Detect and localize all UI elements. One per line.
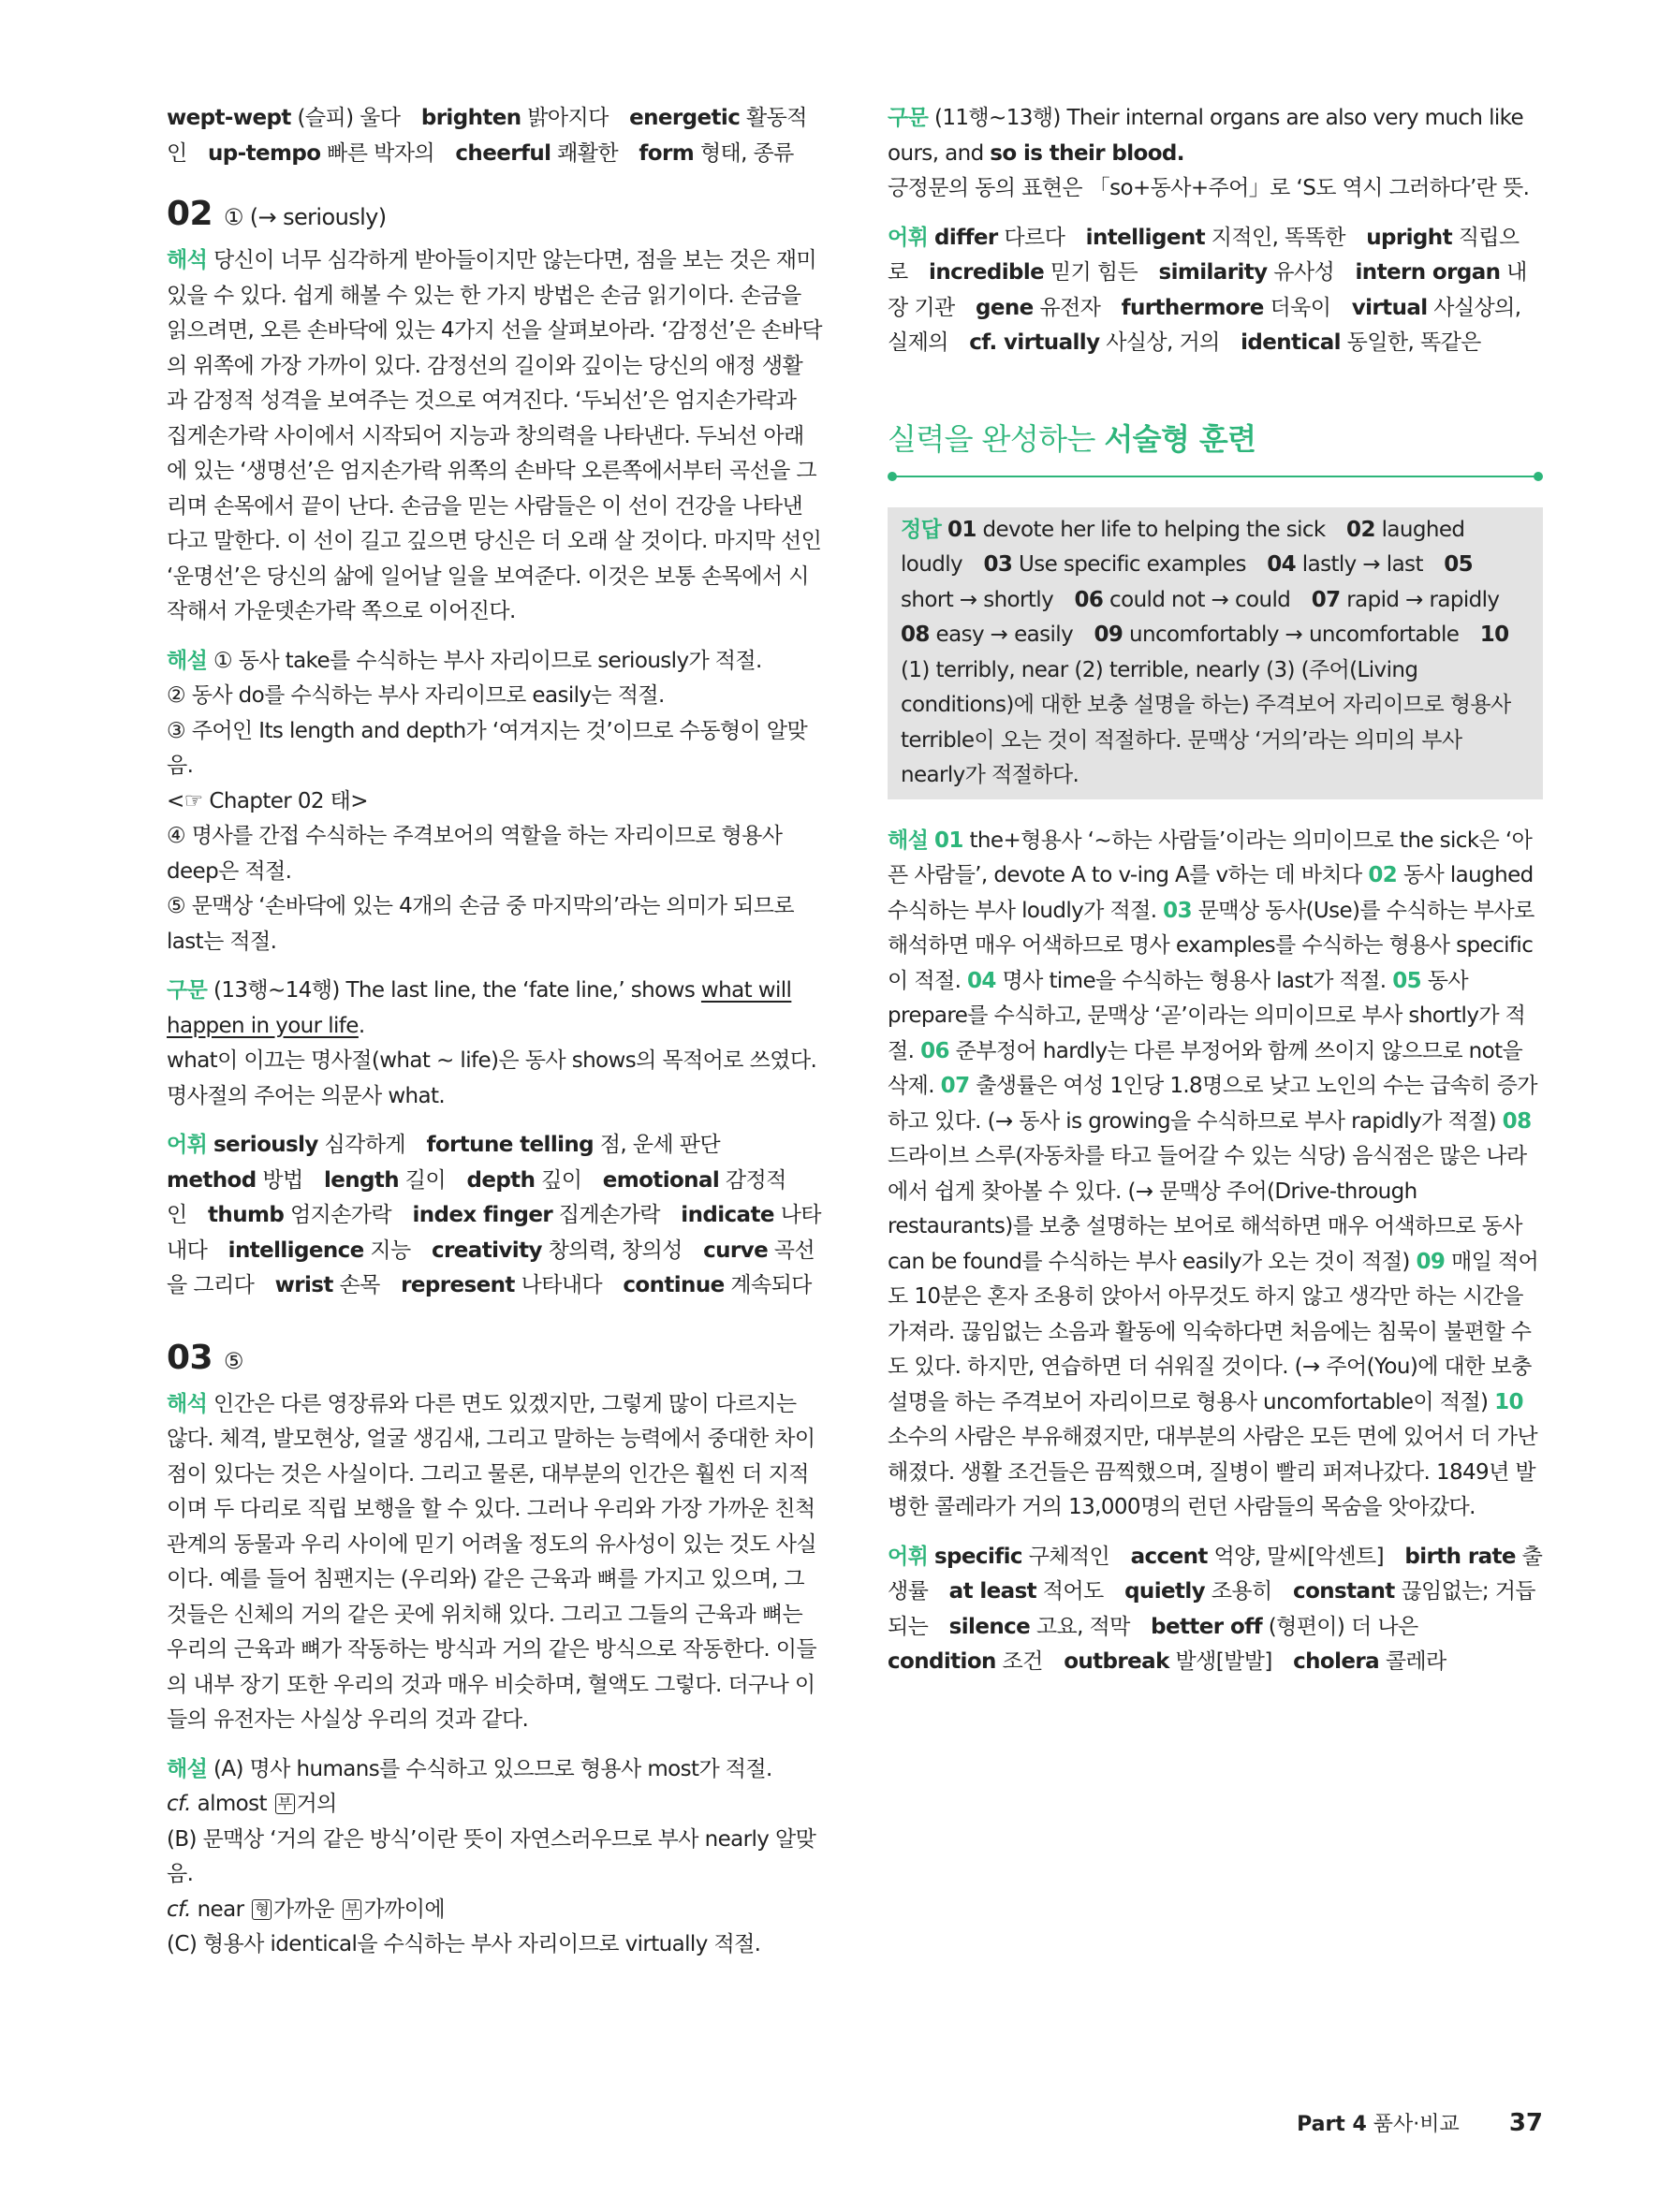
structure-line-ref: (13행~14행)	[213, 978, 340, 1003]
vocab-meaning: 유사성	[1273, 260, 1335, 285]
vocab-meaning: 방법	[262, 1167, 303, 1193]
vocab-word: fortune telling	[426, 1133, 595, 1157]
vocab-top	[167, 101, 822, 171]
explanation-line: ④ 명사를 간접 수식하는 주격보어의 역할을 하는 자리이므로 형용사 deep은 적절.	[167, 824, 783, 884]
vocab-meaning: 계속되다	[730, 1273, 812, 1297]
vocab-word: outbreak	[1064, 1649, 1169, 1674]
vocab-word: brighten	[420, 106, 521, 130]
answers-label: 정답	[901, 517, 942, 542]
answer-text: uncomfortably → uncomfortable	[1129, 623, 1460, 647]
vocab-word: seriously	[213, 1133, 318, 1157]
vocab-meaning: 지능	[370, 1238, 411, 1263]
vocab-word: birth rate	[1404, 1544, 1516, 1569]
explanation-number: 08	[1502, 1108, 1532, 1134]
explanation-line-b: (B) 문맥상 ‘거의 같은 방식’이란 뜻이 자연스러우므로 부사 nearly 알맞음.	[167, 1826, 816, 1886]
vocab-meaning: 빠른 박자의	[327, 140, 434, 166]
vocab-word: at least	[948, 1579, 1037, 1604]
explanation-label: 해설	[167, 1756, 208, 1781]
translation-text: 당신이 너무 심각하게 받아들이지만 않는다면, 점을 보는 것은 재미있을 수 있다. 쉽게 해볼 수 있는 한 가지 방법은 손금 읽기이다. 손금을 읽으려면, 오른 손바닥에 있는 4가지 선을 살펴보아라. ‘감정선’은 손바닥의 위쪽에 가장 가까이 있다. 감정선의 길이와 깊이는 당신의 애정 생활과 감정적 성격을 보여주는 것으로 여겨진다. ‘두뇌선’은 엄지손가락과 집게손가락 사이에서 시작되어 지능과 창의력을 나타낸다. 두뇌선 아래에 있는 ‘생명선’은 엄지손가락 위쪽의 손바닥 오른쪽에서부터 곡선을 그리며 손목에서 끝이 난다. 손금을 믿는 사람들은 이 선이 건강을 나타낸다고 말한다. 이 선이 길고 깊으면 당신은 더 오래 살 것이다. 마지막 선인 ‘운명선’은 당신의 삶에 일어날 일을 보여준다. 이것은 보통 손목에서 시작해서 가운뎃손가락 쪽으로 이어진다.	[167, 248, 822, 623]
rule-line	[893, 476, 1537, 477]
vocab-meaning: 내장 기관	[888, 260, 1527, 320]
explanation-number: 02	[1368, 863, 1398, 887]
explanation-text: 명사 time을 수식하는 형용사 last가 적절.	[1002, 968, 1387, 993]
vocab-word: length	[323, 1167, 400, 1193]
answers-explanation	[888, 824, 1543, 1526]
vocab-meaning: 심각하게	[324, 1133, 406, 1157]
vocab-label: 어휘	[888, 1544, 929, 1569]
cf-label: cf.	[167, 1897, 191, 1922]
question-answer: ① (→ seriously)	[223, 204, 387, 230]
right-column	[888, 101, 1543, 1680]
vocab-meaning: 밝아지다	[527, 106, 609, 130]
vocab-meaning: (슬피) 울다	[297, 106, 401, 130]
vocab-meaning: 나타내다	[521, 1273, 602, 1297]
explanation-text: 소수의 사람은 부유해졌지만, 대부분의 사람은 모든 면에 있어서 더 가난해졌다. 생활 조건들은 끔찍했으며, 질병이 빨리 퍼져나갔다. 1849년 발병한 콜레라가 거의 13,000명의 런던 사람들의 목숨을 앗아갔다.	[888, 1425, 1538, 1519]
vocab-word: form	[639, 140, 695, 166]
question-02-heading	[167, 194, 822, 238]
translation-paragraph	[167, 1387, 822, 1738]
vocab-meaning: 깊이	[541, 1167, 582, 1193]
vocab-word: wept-wept	[167, 106, 291, 130]
explanation-number: 03	[1163, 898, 1192, 923]
answer-number: 01	[947, 517, 976, 542]
explanation-text: 출생률은 여성 1인당 1.8명으로 낮고 노인의 수는 급속히 증가하고 있다. (→ 동사 is growing을 수식하므로 부사 rapidly가 적절)	[888, 1074, 1537, 1134]
left-column	[167, 101, 822, 1963]
explanation-label: 해설	[167, 648, 208, 673]
explanation-line-a	[167, 1752, 822, 1788]
question-number: 03	[167, 1338, 213, 1377]
cf-note-1	[167, 1787, 822, 1823]
answer-number: 05	[1444, 552, 1474, 577]
section-title-text: 실력을 완성하는	[888, 420, 1105, 457]
vocab-word: continue	[623, 1273, 725, 1297]
vocab-meaning: 직립으로	[888, 225, 1520, 285]
answer-number: 02	[1346, 517, 1375, 542]
vocab-word: up-tempo	[208, 140, 321, 166]
adverb-mark-icon: 부	[343, 1899, 362, 1920]
vocab-meaning: 쾌활한	[557, 140, 618, 166]
vocab-word: gene	[975, 295, 1034, 320]
explanation-block	[167, 1752, 822, 1963]
structure-label: 구문	[888, 106, 929, 130]
answer-number: 09	[1094, 623, 1123, 647]
vocab-meaning: 형태, 종류	[699, 140, 794, 166]
vocab-word: index finger	[412, 1203, 553, 1227]
vocab-meaning: (형편이) 더 나은	[1268, 1614, 1418, 1639]
adverb-mark-icon: 부	[275, 1794, 295, 1814]
vocab-meaning: 믿기 힘든	[1050, 260, 1138, 285]
vocab-meaning: 곡선을 그리다	[167, 1238, 815, 1297]
structure-underlined: what will happen in your life	[167, 978, 792, 1038]
answer-text: easy → easily	[935, 623, 1074, 647]
vocab-word: cf. virtually	[969, 330, 1100, 355]
explanation-number: 10	[1494, 1389, 1523, 1414]
vocab-meaning: 고요, 적막	[1035, 1614, 1130, 1639]
vocab-meaning: 사실상, 거의	[1106, 330, 1220, 355]
answer-text: (1) terribly, near (2) terrible, nearly (3) (주어(Living conditions)에 대한 보충 설명을 하는) 주격보어 자리이므로 형용사 terrible이 오는 것이 적절하다. 문맥상 ‘거의’라는 의미의 부사 nearly가 적절하다.	[901, 657, 1511, 787]
vocab-word: virtual	[1351, 295, 1428, 320]
vocab-02	[167, 1128, 822, 1304]
vocab-word: energetic	[629, 106, 741, 130]
explanation-line: ⑤ 문맥상 ‘손바닥에 있는 4개의 손금 중 마지막의’라는 의미가 되므로 last는 적절.	[167, 894, 794, 954]
vocab-03	[888, 221, 1543, 361]
answer-text: short → shortly	[901, 587, 1054, 612]
answer-number: 04	[1267, 552, 1297, 577]
structure-text: Their internal organs are also very much like ours, and	[888, 106, 1524, 166]
explanation-text: 동사 prepare를 수식하고, 문맥상 ‘곧’이라는 의미이므로 부사 shortly가 적절.	[888, 968, 1526, 1063]
vocab-meaning: 감정적인	[167, 1167, 786, 1227]
footer-chapter: 품사·비교	[1373, 2113, 1460, 2136]
translation-text: 인간은 다른 영장류와 다른 면도 있겠지만, 그렇게 많이 다르지는 않다. 체격, 발모현상, 얼굴 생김새, 그리고 말하는 능력에서 중대한 차이점이 있다는 것은 사실이다. 그리고 물론, 대부분의 인간은 훨씬 더 지적이며 두 다리로 직립 보행을 할 수 있다. 그러나 우리와 가장 가까운 친척 관계의 동물과 우리 사이에 믿기 어려울 정도의 유사성이 있는 것도 사실이다. 예를 들어 침팬지는 (우리와) 같은 근육과 뼈를 가지고 있으며, 그것들은 신체의 거의 같은 곳에 위치해 있다. 그리고 그들의 근육과 뼈는 우리의 근육과 뼈가 작동하는 방식과 거의 같은 방식으로 작동한다. 이들의 내부 장기 또한 우리의 것과 매우 비슷하며, 혈액도 그렇다. 더구나 이들의 유전자는 사실상 우리의 것과 같다.	[167, 1391, 817, 1732]
vocab-word: wrist	[274, 1273, 333, 1297]
question-03-heading	[167, 1338, 822, 1382]
vocab-meaning: 억양, 말씨[악센트]	[1213, 1544, 1384, 1569]
structure-line-ref: (11행~13행)	[933, 106, 1061, 130]
vocab-meaning: 더욱이	[1270, 295, 1331, 320]
vocab-word: cholera	[1293, 1649, 1380, 1674]
translation-label: 해석	[167, 1391, 208, 1416]
vocab-word: specific	[933, 1544, 1022, 1569]
explanation-text: 준부정어 hardly는 다른 부정어와 함께 쓰이지 않으므로 not을 삭제.	[888, 1038, 1523, 1098]
explanation-text: ① 동사 take를 수식하는 부사 자리이므로 seriously가 적절.	[213, 648, 762, 673]
vocab-word: method	[167, 1167, 257, 1193]
answer-number: 03	[983, 552, 1013, 577]
cf-note-2	[167, 1893, 822, 1928]
explanation-text: 문맥상 동사(Use)를 수식하는 부사로 해석하면 매우 어색하므로 명사 examples를 수식하는 형용사 specific이 적절.	[888, 898, 1534, 993]
structure-sentence	[167, 974, 822, 1044]
vocab-word: cheerful	[455, 140, 551, 166]
cf-word: almost	[197, 1792, 267, 1816]
vocab-word: incredible	[929, 260, 1045, 285]
vocab-meaning: 나타내다	[167, 1203, 821, 1263]
answer-text: rapid → rapidly	[1346, 587, 1500, 612]
vocab-word: depth	[466, 1167, 536, 1193]
vocab-word: intern organ	[1355, 260, 1501, 285]
vocab-meaning: 활동적인	[167, 106, 807, 166]
structure-note: what이 이끄는 명사절(what ~ life)은 동사 shows의 목적어로 쓰였다. 명사절의 주어는 의문사 what.	[167, 1048, 817, 1108]
vocab-meaning: 출생률	[888, 1544, 1543, 1604]
vocab-meaning: 집게손가락	[558, 1203, 660, 1227]
explanation-line: ② 동사 do를 수식하는 부사 자리이므로 easily는 적절.	[167, 683, 665, 708]
explanation-number: 05	[1392, 968, 1422, 993]
explanation-text: (A) 명사 humans를 수식하고 있으므로 형용사 most가 적절.	[213, 1756, 772, 1781]
answer-number: 06	[1074, 587, 1104, 612]
vocab-word: furthermore	[1121, 295, 1264, 320]
structure-block	[167, 974, 822, 1114]
answer-text: devote her life to helping the sick	[982, 517, 1326, 542]
explanation-line-c: (C) 형용사 identical을 수식하는 부사 자리이므로 virtually 적절.	[167, 1932, 761, 1956]
explanation-text: 동사 laughed 수식하는 부사 loudly가 적절.	[888, 863, 1534, 923]
vocab-word: differ	[933, 225, 998, 250]
explanation-number: 06	[920, 1038, 949, 1063]
explanation-line: <☞ Chapter 02 태>	[167, 788, 368, 813]
vocab-label: 어휘	[167, 1133, 208, 1157]
page-number: 37	[1508, 2109, 1543, 2137]
cf-label: cf.	[167, 1792, 191, 1816]
vocab-word: curve	[703, 1238, 769, 1263]
vocab-word: accent	[1130, 1544, 1208, 1569]
structure-bold: so is their blood.	[990, 140, 1184, 166]
explanation-line-1	[167, 644, 822, 680]
question-answer: ⑤	[223, 1347, 243, 1374]
explanation-line: ③ 주어인 Its length and depth가 ‘여겨지는 것’이므로 수동형이 알맞음.	[167, 718, 808, 778]
vocab-meaning: 유전자	[1039, 295, 1101, 320]
structure-note: 긍정문의 동의 표현은 「so+동사+주어」로 ‘S도 역시 그러하다’란 뜻.	[888, 176, 1530, 200]
vocab-word: identical	[1241, 330, 1341, 355]
vocab-word: condition	[888, 1649, 996, 1674]
vocab-meaning: 다르다	[1004, 225, 1065, 250]
footer-part: Part 4	[1297, 2113, 1367, 2136]
section-rule	[888, 470, 1543, 483]
explanation-number: 07	[940, 1074, 970, 1098]
vocab-meaning: 끊임없는; 거듭되는	[888, 1579, 1535, 1639]
translation-paragraph	[167, 243, 822, 630]
vocab-meaning: 엄지손가락	[289, 1203, 392, 1227]
vocab-word: emotional	[602, 1167, 720, 1193]
vocab-word: better off	[1151, 1614, 1262, 1639]
vocab-word: intelligent	[1085, 225, 1205, 250]
cf-word: near	[197, 1897, 244, 1922]
answer-text: lastly → last	[1301, 552, 1423, 577]
cf-meaning: 거의	[296, 1792, 337, 1816]
explanation-number: 01	[933, 828, 963, 853]
vocab-word: upright	[1366, 225, 1452, 250]
structure-sentence	[888, 101, 1543, 171]
explanation-label: 해설	[888, 828, 929, 853]
cf-meaning: 가까운	[273, 1897, 334, 1922]
answer-box	[888, 507, 1543, 799]
vocab-word: similarity	[1158, 260, 1268, 285]
vocab-meaning: 콜레라	[1385, 1649, 1446, 1674]
page-footer	[1297, 2108, 1543, 2137]
vocab-meaning: 발생[발발]	[1175, 1649, 1272, 1674]
vocab-meaning: 길이	[404, 1167, 447, 1193]
answer-number: 08	[901, 623, 930, 647]
answer-number: 07	[1311, 587, 1341, 612]
vocab-meaning: 구체적인	[1028, 1544, 1110, 1569]
explanation-text: 드라이브 스루(자동차를 타고 들어갈 수 있는 식당) 음식점은 많은 나라에서 쉽게 찾아볼 수 있다. (→ 문맥상 주어(Drive-through restaurants)를 보충 설명하는 보어로 해석하면 매우 어색하므로 동사 can be found를 수식하는 부사 easily가 오는 것이 적절)	[888, 1144, 1527, 1274]
explanation-number: 09	[1416, 1249, 1446, 1274]
vocab-word: constant	[1293, 1579, 1395, 1604]
vocab-meaning: 동일한, 똑같은	[1346, 330, 1481, 355]
vocab-word: creativity	[432, 1238, 542, 1263]
vocab-meaning: 조용히	[1211, 1579, 1272, 1604]
vocab-04	[888, 1540, 1543, 1680]
rule-dot-icon	[1534, 472, 1543, 481]
vocab-meaning: 점, 운세 판단	[599, 1133, 720, 1157]
section-title-strong: 서술형 훈련	[1104, 420, 1256, 457]
answer-text: could not → could	[1109, 587, 1291, 612]
vocab-meaning: 적어도	[1042, 1579, 1104, 1604]
vocab-word: intelligence	[228, 1238, 364, 1263]
vocab-word: thumb	[208, 1203, 285, 1227]
structure-text: The last line, the ‘fate line,’ shows	[345, 978, 701, 1003]
structure-block	[888, 101, 1543, 207]
vocab-word: represent	[401, 1273, 515, 1297]
vocab-word: indicate	[681, 1203, 774, 1227]
vocab-word: quietly	[1124, 1579, 1206, 1604]
vocab-meaning: 손목	[339, 1273, 380, 1297]
section-title	[888, 417, 1543, 461]
answer-number: 10	[1479, 623, 1509, 647]
answer-text: Use specific examples	[1018, 552, 1246, 577]
explanation-text: the+형용사 ‘~하는 사람들’이라는 의미이므로 the sick은 ‘아픈 사람들’, devote A to v-ing A를 v하는 데 바치다	[888, 828, 1533, 887]
explanation-number: 04	[967, 968, 996, 993]
question-number: 02	[167, 195, 213, 233]
structure-label: 구문	[167, 978, 208, 1003]
explanation-block	[167, 644, 822, 960]
vocab-word: silence	[948, 1614, 1031, 1639]
vocab-meaning: 지적인, 똑똑한	[1211, 225, 1345, 250]
adjective-mark-icon: 형	[252, 1899, 272, 1920]
answers-text	[901, 513, 1530, 794]
cf-meaning: 가까이에	[363, 1897, 445, 1922]
vocab-meaning: 조건	[1002, 1649, 1043, 1674]
translation-label: 해석	[167, 248, 208, 272]
vocab-meaning: 사실상의, 실제의	[888, 295, 1521, 355]
answer-text: laughed loudly	[901, 517, 1465, 577]
vocab-meaning: 창의력, 창의성	[548, 1238, 683, 1263]
structure-punct: .	[358, 1013, 365, 1038]
vocab-label: 어휘	[888, 225, 929, 250]
explanation-text: 매일 적어도 10분은 혼자 조용히 앉아서 아무것도 하지 않고 생각만 하는 시간을 가져라. 끊임없는 소음과 활동에 익숙하다면 처음에는 침묵이 불편할 수도 있다. 하지만, 연습하면 더 쉬워질 것이다. (→ 주어(You)에 대한 보충 설명을 하는 주격보어 자리이므로 형용사 uncomfortable이 적절)	[888, 1249, 1539, 1414]
